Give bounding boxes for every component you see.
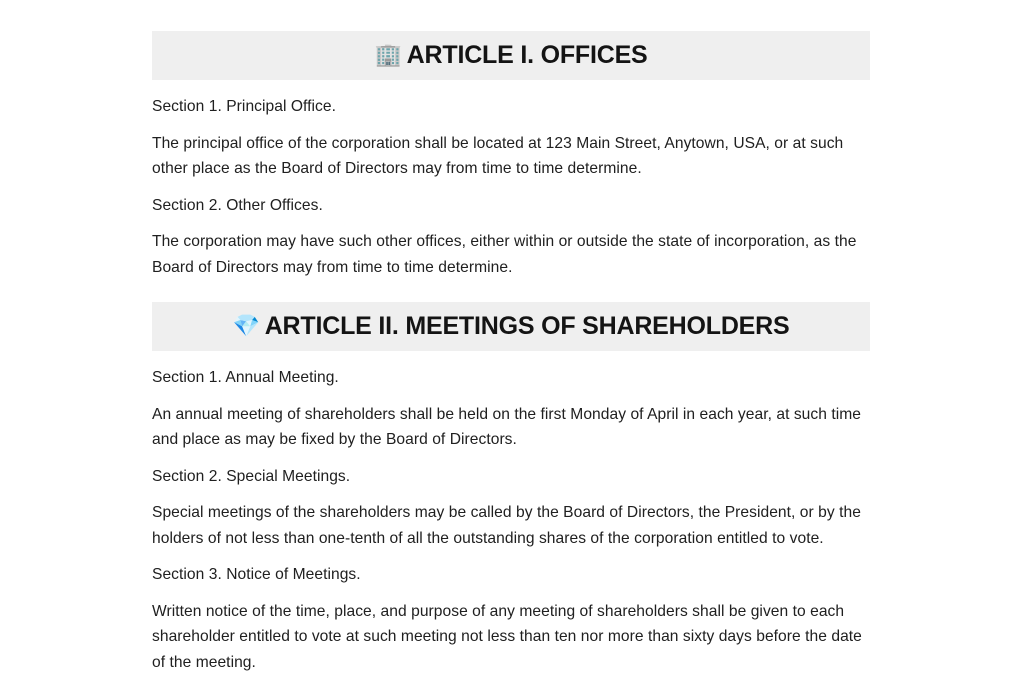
gem-stone-icon: 💎 bbox=[233, 313, 260, 338]
section-label: Section 3. Notice of Meetings. bbox=[152, 562, 870, 588]
section-paragraph: The principal office of the corporation shall be located at 123 Main Street, Anytown, USA, or at such other place as the Board of Directors may from time to time determine. bbox=[152, 131, 870, 182]
section-paragraph: Special meetings of the shareholders may be called by the Board of Directors, the President, or by the holders of not less than one-tenth of all the outstanding shares of the corporation entitled to vote. bbox=[152, 500, 870, 551]
article-heading-meetings-of-shareholders bbox=[152, 302, 870, 351]
section-paragraph: An annual meeting of shareholders shall be held on the first Monday of April in each year, at such time and place as may be fixed by the Board of Directors. bbox=[152, 402, 870, 453]
section-label: Section 1. Principal Office. bbox=[152, 94, 870, 120]
section-paragraph: The corporation may have such other offices, either within or outside the state of incorporation, as the Board of Directors may from time to time determine. bbox=[152, 229, 870, 280]
article-heading-text: ARTICLE II. MEETINGS OF SHAREHOLDERS bbox=[265, 312, 790, 340]
article-heading-text: ARTICLE I. OFFICES bbox=[407, 41, 648, 69]
document-body bbox=[152, 31, 870, 675]
section-label: Section 2. Special Meetings. bbox=[152, 464, 870, 490]
section-paragraph: Written notice of the time, place, and purpose of any meeting of shareholders shall be given to each shareholder entitled to vote at such meeting not less than ten nor more than sixty days before the date of the meeting. bbox=[152, 599, 870, 675]
article-heading-offices bbox=[152, 31, 870, 80]
section-label: Section 1. Annual Meeting. bbox=[152, 365, 870, 391]
section-label: Section 2. Other Offices. bbox=[152, 193, 870, 219]
office-building-icon: 🏢 bbox=[374, 42, 401, 67]
